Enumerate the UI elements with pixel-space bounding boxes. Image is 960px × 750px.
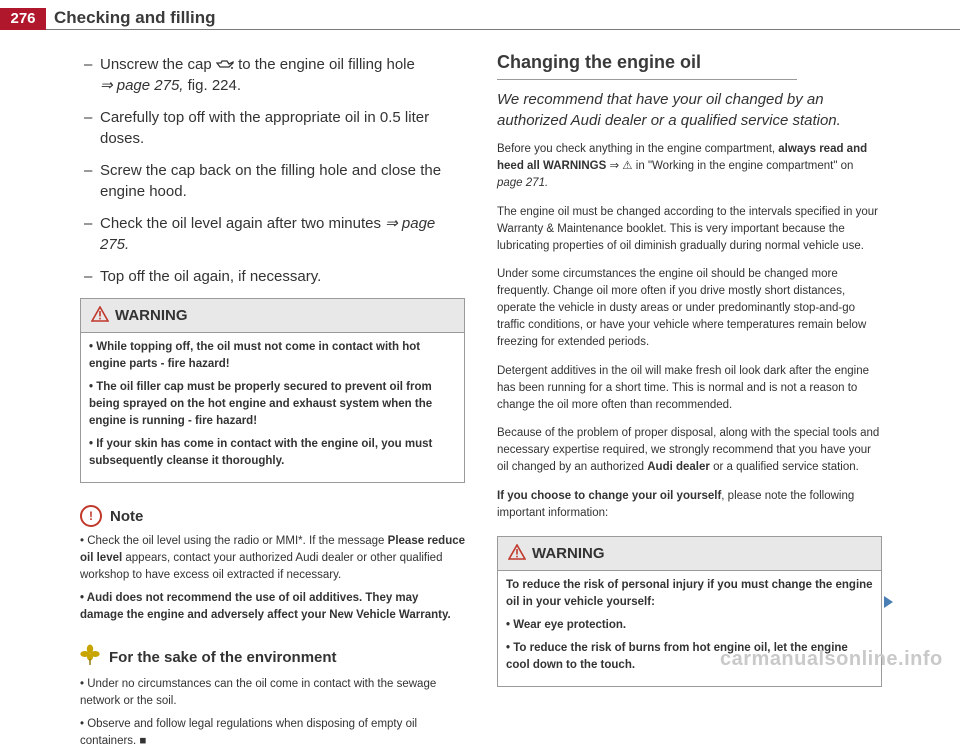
paragraph: Before you check anything in the engine compartment, always read and heed all WARNINGS ⇒ ⚠ in "Working in the engine compartment" on page 271. [497, 143, 868, 189]
section-lead: We recommend that have your oil changed by an authorized Audi dealer or a qualified service station. [497, 91, 841, 129]
warning-body: To reduce the risk of personal injury if you must change the engine oil in your vehicle yourself: • Wear eye protection. • To reduce the risk of burns from hot engine oil, let the engine cool down to the touch. [506, 578, 873, 671]
note-icon: ! [80, 505, 102, 527]
right-column [497, 44, 882, 687]
environment-header: For the sake of the environment [80, 644, 465, 670]
procedure-steps [80, 54, 465, 287]
section-rule [497, 79, 797, 80]
step-item: – Top off the oil again, if necessary. [84, 268, 322, 285]
step-item: – Unscrew the cap to the engine oil filling hole ⇒ page 275, fig. 224. [84, 56, 415, 94]
paragraph: Detergent additives in the oil will make fresh oil look dark after the engine has been running for a short time. This is normal and is not a reason to change the oil more often than recommended. [497, 364, 870, 411]
paragraph: The engine oil must be changed according to the intervals specified in your Warranty & Maintenance booklet. This is very important because the lubricating properties of oil diminish gradually during normal vehicle use. [497, 205, 879, 252]
warning-header: WARNING [81, 299, 464, 333]
page-number: 276 [0, 8, 46, 30]
step-item: – Carefully top off with the appropriate oil in 0.5 liter doses. [84, 109, 430, 147]
paragraph: Under some circumstances the engine oil should be changed more frequently. Change oil more often if you drive mostly short distances, operate the vehicle in dusty areas or under predominantly stop-and-go traffic conditions, or have your vehicle where temperatures remain below freezing for extended periods. [497, 268, 867, 348]
left-column [80, 44, 465, 750]
paragraph: Because of the problem of proper disposal, along with the special tools and necessary expertise required, we strongly recommend that you have your oil changed by an authorized Audi dealer or a qualified service station. [497, 427, 880, 473]
leaf-icon [80, 644, 100, 670]
chapter-title: Checking and filling [54, 8, 216, 27]
environment-text: • Under no circumstances can the oil come in contact with the sewage network or the soil. [80, 678, 437, 707]
end-mark: ■ [139, 735, 147, 747]
warning-triangle-icon [508, 544, 526, 564]
note-text: • Audi does not recommend the use of oil additives. They may damage the engine and adversely affect your New Vehicle Warranty. [80, 592, 451, 621]
warning-header: WARNING [498, 537, 881, 571]
continue-arrow-icon [884, 596, 893, 608]
note-text: • Check the oil level using the radio or MMI*. If the message Please reduce oil level appears, contact your authorized Audi dealer or other qualified workshop to have excess oil extracted if necessary. [80, 535, 466, 581]
step-item: – Check the oil level again after two minutes ⇒ page 275. [84, 215, 436, 253]
warning-box [80, 298, 465, 483]
environment-text: • Observe and follow legal regulations when disposing of empty oil containers. ■ [80, 718, 418, 747]
step-item: – Screw the cap back on the filling hole and close the engine hood. [84, 162, 442, 200]
header-rule [46, 29, 960, 30]
warning-triangle-icon [91, 306, 109, 326]
warning-body: • While topping off, the oil must not come in contact with hot engine parts - fire hazard! • The oil filler cap must be properly secured to prevent oil from being sprayed on the hot engine and exhaust system when the engine is running - fire hazard! • If your skin has come in contact with the engine oil, you must subsequently cleanse it thoroughly. [89, 341, 433, 467]
page-header [0, 0, 960, 34]
oil-can-icon [216, 56, 238, 73]
section-title: Changing the engine oil [497, 52, 701, 72]
note-header: ! Note [80, 505, 465, 527]
paragraph: If you choose to change your oil yourself, please note the following important information: [497, 489, 855, 519]
watermark: carmanualsonline.info [720, 648, 943, 670]
